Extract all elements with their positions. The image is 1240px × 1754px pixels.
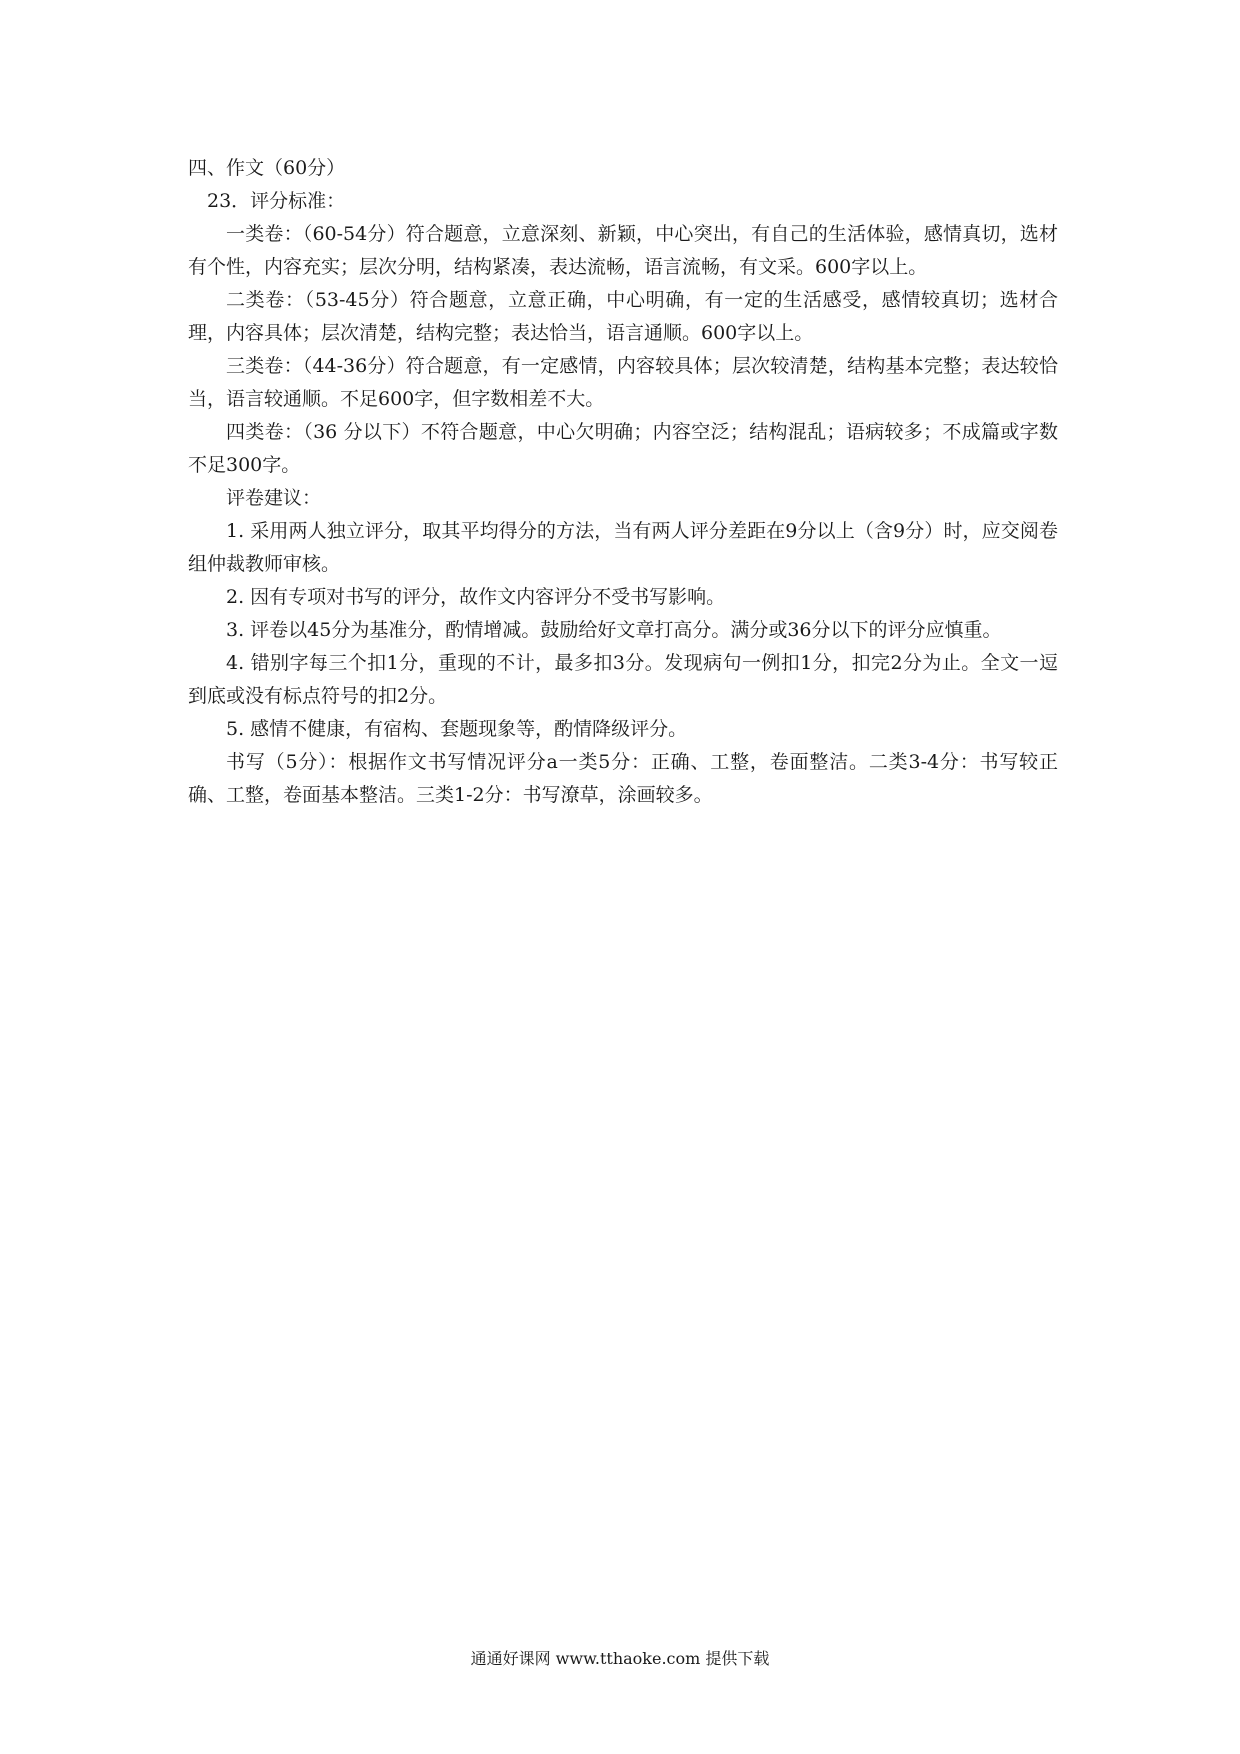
suggestion-1: 1. 采用两人独立评分，取其平均得分的方法，当有两人评分差距在9分以上（含9分）时，应交阅卷组仲裁教师审核。 — [188, 520, 1058, 575]
criterion-class-3: 三类卷：（44-36分）符合题意，有一定感情，内容较具体；层次较清楚，结构基本完整；表达较恰当，语言较通顺。不足600字，但字数相差不大。 — [188, 355, 1058, 410]
document-body — [188, 152, 1058, 812]
suggestions-heading: 评卷建议： — [226, 487, 322, 509]
suggestion-5: 5. 感情不健康，有宿构、套题现象等，酌情降级评分。 — [226, 718, 688, 740]
suggestion-4: 4. 错别字每三个扣1分，重现的不计，最多扣3分。发现病句一例扣1分，扣完2分为止。全文一逗到底或没有标点符号的扣2分。 — [188, 652, 1058, 707]
question-heading: 23．评分标准： — [207, 190, 346, 212]
suggestion-3: 3. 评卷以45分为基准分，酌情增减。鼓励给好文章打高分。满分或36分以下的评分应慎重。 — [226, 619, 1002, 641]
criterion-class-4: 四类卷：（36 分以下）不符合题意，中心欠明确；内容空泛；结构混乱；语病较多；不成篇或字数不足300字。 — [188, 421, 1058, 476]
criterion-class-2: 二类卷：（53-45分）符合题意，立意正确，中心明确，有一定的生活感受，感情较真切；选材合理，内容具体；层次清楚，结构完整；表达恰当，语言通顺。600字以上。 — [188, 289, 1058, 344]
handwriting-criterion: 书写（5分）：根据作文书写情况评分a一类5分：正确、工整，卷面整洁。二类3-4分：书写较正确、工整，卷面基本整洁。三类1-2分：书写潦草，涂画较多。 — [188, 751, 1058, 806]
criterion-class-1: 一类卷：（60-54分）符合题意，立意深刻、新颖，中心突出，有自己的生活体验，感情真切，选材有个性，内容充实；层次分明，结构紧凑，表达流畅，语言流畅，有文采。600字以上。 — [188, 223, 1058, 278]
page-footer: 通通好课网 www.tthaoke.com 提供下载 — [470, 1649, 770, 1668]
suggestion-2: 2. 因有专项对书写的评分，故作文内容评分不受书写影响。 — [226, 586, 726, 608]
section-title: 四、作文（60分） — [188, 157, 346, 179]
